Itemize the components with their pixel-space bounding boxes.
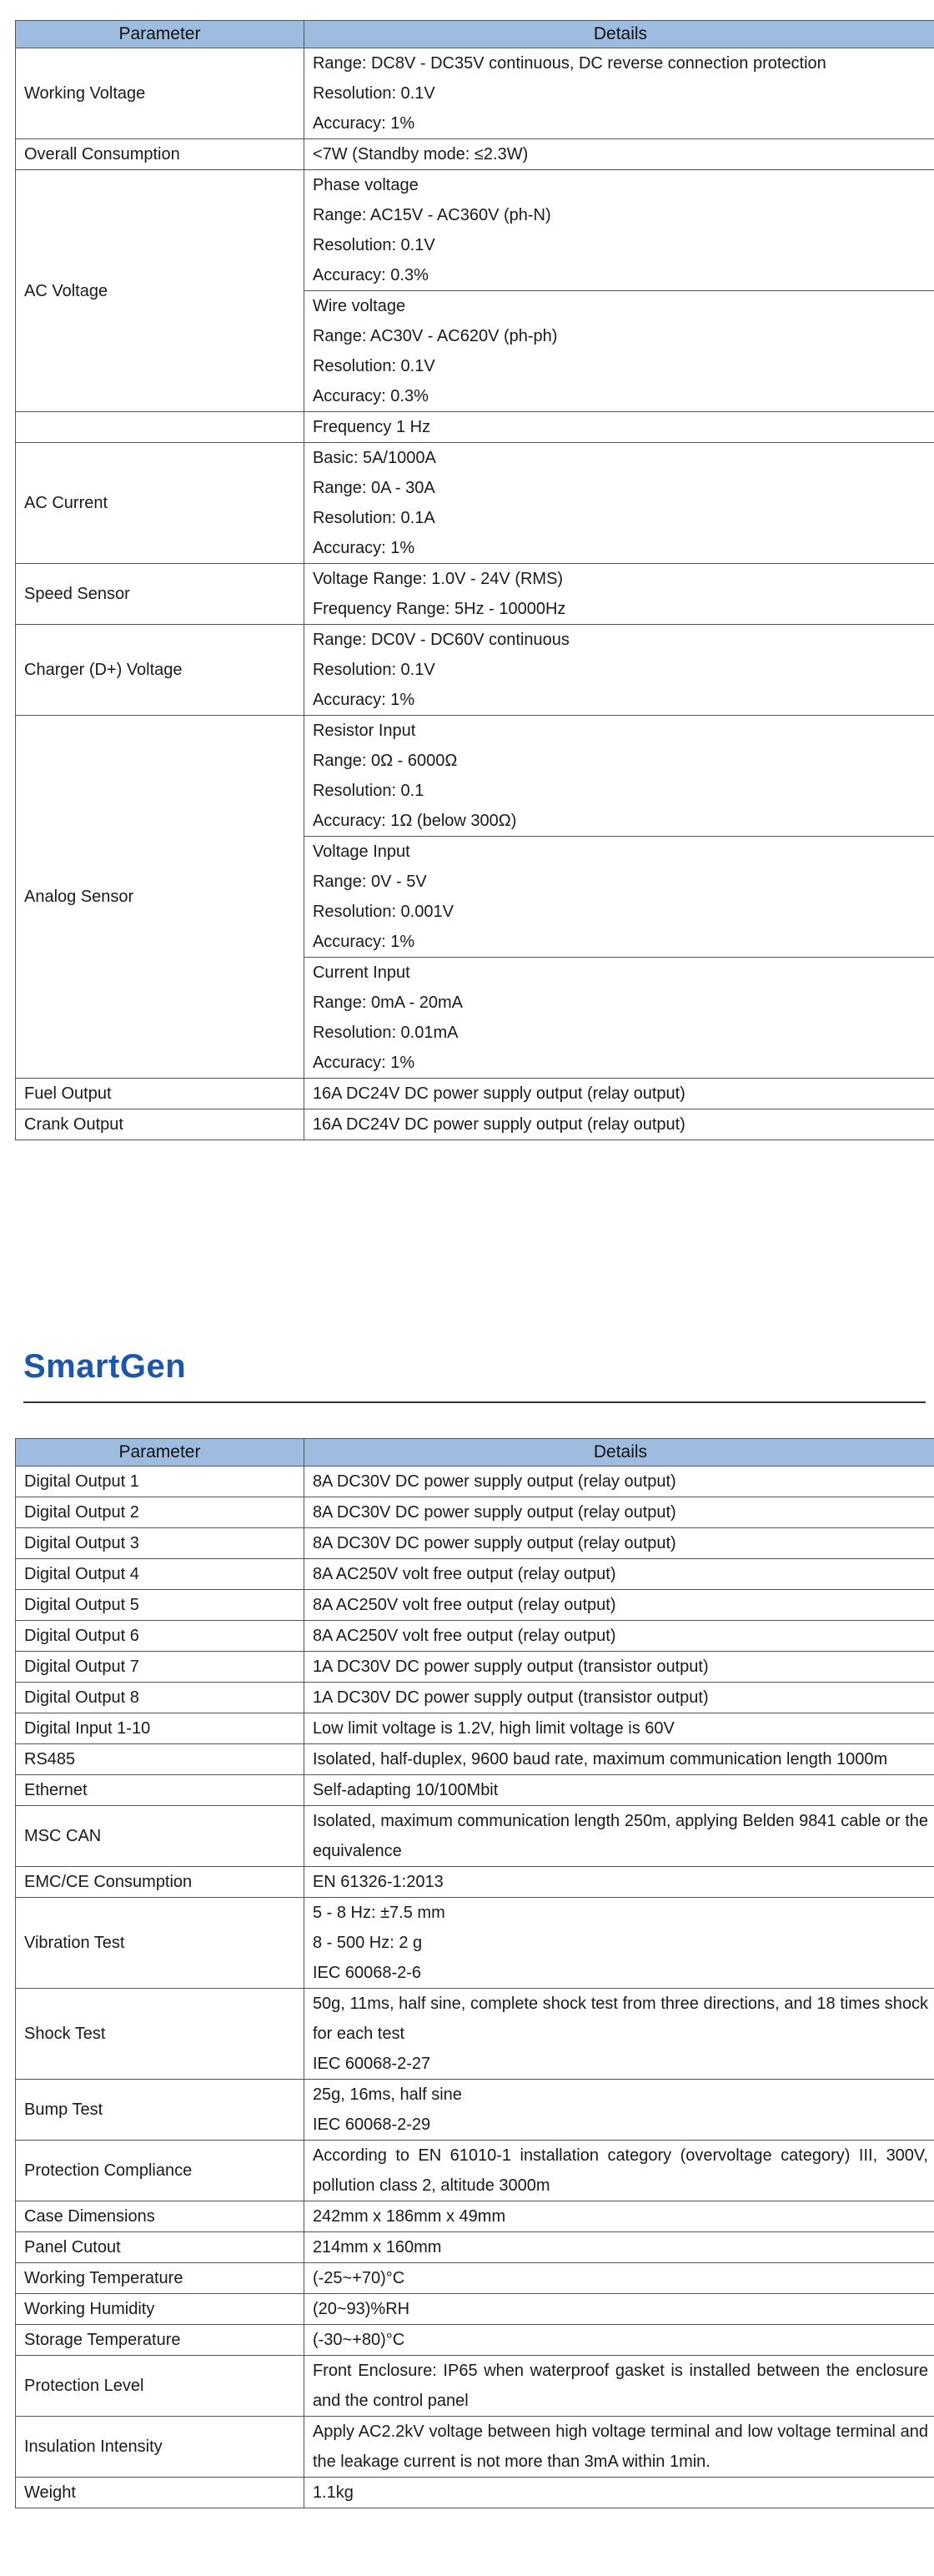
table-row [16,716,934,1079]
details-cell [304,1683,934,1713]
details-group [304,170,934,290]
details-line: IEC 60068-2-27 [312,2055,431,2073]
table-row [16,2232,934,2263]
details-group [304,48,934,138]
spec-table-1 [15,20,934,1140]
details-line: Accuracy: 0.3% [312,387,429,405]
details-cell [304,2294,934,2325]
details-line: Resolution: 0.01mA [312,1024,459,1042]
details-line: 16A DC24V DC power supply output (relay output) [312,1084,685,1103]
parameter-cell: RS485 [16,1744,304,1775]
table-row [16,2201,934,2232]
details-line: Range: AC15V - AC360V (ph-N) [312,206,551,224]
details-line: Resolution: 0.1V [312,84,435,103]
parameter-cell: Storage Temperature [16,2325,304,2356]
details-group [304,443,934,563]
table-row [16,1497,934,1528]
table-row [16,1652,934,1683]
details-line: Resolution: 0.1 [312,782,424,800]
parameter-cell: Overall Consumption [16,139,304,170]
details-line: Self-adapting 10/100Mbit [312,1781,499,1799]
details-line: Range: 0A - 30A [312,479,435,497]
details-cell [304,2417,934,2478]
parameter-cell: Charger (D+) Voltage [16,625,304,716]
table-row [16,412,934,443]
details-cell [304,412,934,443]
parameter-cell: Digital Output 5 [16,1590,304,1621]
table-row [16,1806,934,1867]
details-line: Resistor Input [312,722,416,740]
details-line: Frequency Range: 5Hz - 10000Hz [312,600,566,618]
details-cell [304,139,934,170]
details-line: IEC 60068-2-6 [312,1964,422,1982]
details-line: 5 - 8 Hz: ±7.5 mm [312,1904,445,1922]
brand-logo-text: SmartGen [23,1348,187,1385]
table-row [16,443,934,564]
details-cell [304,1806,934,1867]
details-line: Range: DC0V - DC60V continuous [312,631,570,649]
details-line: 25g, 16ms, half sine [312,2085,462,2104]
details-line: 1A DC30V DC power supply output (transistor output) [312,1688,709,1707]
details-cell [304,170,934,412]
table-row [16,1775,934,1806]
parameter-cell: MSC CAN [16,1806,304,1867]
table-row [16,1467,934,1497]
details-text: Front Enclosure: IP65 when waterproof gasket is installed between the enclosure and the control panel [312,2362,928,2410]
table-row [16,2263,934,2294]
parameter-cell: Digital Output 7 [16,1652,304,1683]
parameter-cell: Working Humidity [16,2294,304,2325]
table-row [16,1898,934,1989]
details-group [304,564,934,624]
table-row [16,2356,934,2417]
parameter-cell: Digital Output 3 [16,1528,304,1559]
parameter-cell: Vibration Test [16,1898,304,1989]
table-row [16,1079,934,1109]
details-cell [304,716,934,1079]
details-cell [304,1744,934,1775]
details-line: Resolution: 0.001V [312,903,454,921]
details-line: EN 61326-1:2013 [312,1873,444,1891]
parameter-cell: Ethernet [16,1775,304,1806]
table-row [16,1713,934,1744]
details-cell [304,1898,934,1989]
parameter-cell: Protection Compliance [16,2141,304,2201]
details-cell [304,1989,934,2080]
details-line: 214mm x 160mm [312,2238,442,2257]
parameter-cell: Digital Input 1-10 [16,1713,304,1744]
parameter-cell: Shock Test [16,1989,304,2080]
details-text: According to EN 61010-1 installation category (overvoltage category) III, 300V, pollution class 2, altitude 3000m [312,2146,928,2195]
details-group [304,412,934,442]
parameter-cell: Insulation Intensity [16,2417,304,2478]
table-row [16,564,934,625]
details-group [304,1109,934,1140]
header-details: Details [304,1439,934,1467]
table-row [16,1989,934,2080]
parameter-cell: Protection Level [16,2356,304,2417]
parameter-cell: Analog Sensor [16,716,304,1079]
details-line: Accuracy: 1% [312,539,415,557]
details-text: 50g, 11ms, half sine, complete shock test from three directions, and 18 times shock for each test [312,1995,928,2043]
details-line: (20~93)%RH [312,2300,410,2318]
details-cell [304,1497,934,1528]
header-details: Details [304,21,934,48]
parameter-cell: Panel Cutout [16,2232,304,2263]
table-row [16,2294,934,2325]
table-row [16,48,934,139]
details-cell [304,1528,934,1559]
details-line: Resolution: 0.1V [312,357,435,375]
details-cell [304,564,934,625]
header-divider [23,1401,926,1403]
details-cell [304,1713,934,1744]
details-line: Voltage Range: 1.0V - 24V (RMS) [312,570,564,588]
table-row [16,2478,934,2508]
details-cell [304,1652,934,1683]
table-row [16,1744,934,1775]
details-line: Accuracy: 1% [312,933,415,951]
table-row [16,1683,934,1713]
details-line: Resolution: 0.1A [312,509,435,527]
details-cell [304,1621,934,1652]
parameter-cell: Fuel Output [16,1079,304,1109]
parameter-cell: Crank Output [16,1109,304,1140]
details-line: Resolution: 0.1V [312,661,435,679]
parameter-cell: Weight [16,2478,304,2508]
parameter-cell: AC Voltage [16,170,304,412]
details-line: Range: AC30V - AC620V (ph-ph) [312,327,558,345]
details-cell [304,2232,934,2263]
details-line: 8A DC30V DC power supply output (relay output) [312,1534,676,1552]
details-line: Range: 0Ω - 6000Ω [312,752,458,770]
details-line: IEC 60068-2-29 [312,2116,431,2134]
parameter-cell: Digital Output 4 [16,1559,304,1590]
details-cell [304,625,934,716]
table-row [16,1621,934,1652]
details-line: 1.1kg [312,2483,354,2502]
details-line: Low limit voltage is 1.2V, high limit voltage is 60V [312,1719,675,1738]
table-row [16,2417,934,2478]
table-header-row [16,1439,934,1467]
table-row [16,625,934,716]
parameter-cell: Bump Test [16,2080,304,2141]
parameter-cell: Speed Sensor [16,564,304,625]
details-cell [304,2356,934,2417]
details-cell [304,2141,934,2201]
parameter-cell: EMC/CE Consumption [16,1867,304,1898]
details-text: Isolated, half-duplex, 9600 baud rate, maximum communication length 1000m [312,1750,888,1768]
parameter-cell: Digital Output 6 [16,1621,304,1652]
details-cell [304,1590,934,1621]
details-line: 8A AC250V volt free output (relay output) [312,1565,616,1583]
table-row [16,1109,934,1140]
table-row [16,1528,934,1559]
details-line: 8 - 500 Hz: 2 g [312,1934,423,1952]
details-line: 8A AC250V volt free output (relay output) [312,1596,616,1614]
details-line: 16A DC24V DC power supply output (relay output) [312,1115,685,1134]
details-cell [304,1467,934,1497]
parameter-cell: AC Current [16,443,304,564]
details-line: 242mm x 186mm x 49mm [312,2207,506,2226]
parameter-cell: Digital Output 1 [16,1467,304,1497]
details-line: Wire voltage [312,297,406,315]
parameter-cell [16,412,304,443]
details-group [304,716,934,836]
details-cell [304,1079,934,1109]
details-line: Accuracy: 1% [312,1054,415,1072]
details-line: 8A DC30V DC power supply output (relay output) [312,1503,676,1522]
table-row [16,139,934,170]
table-header-row [16,21,934,48]
details-line: Range: 0V - 5V [312,873,427,891]
details-cell [304,2201,934,2232]
parameter-cell: Digital Output 2 [16,1497,304,1528]
details-line: Range: 0mA - 20mA [312,994,464,1012]
parameter-cell: Working Voltage [16,48,304,139]
table-row [16,170,934,412]
details-text: Isolated, maximum communication length 250m, applying Belden 9841 cable or the equivalence [312,1812,928,1860]
details-line: <7W (Standby mode: ≤2.3W) [312,145,529,164]
table-row [16,1590,934,1621]
details-line: (-25~+70)°C [312,2269,405,2287]
details-cell [304,443,934,564]
header-parameter: Parameter [16,1439,304,1467]
details-cell [304,1559,934,1590]
parameter-cell: Case Dimensions [16,2201,304,2232]
details-cell [304,48,934,139]
details-group [304,836,934,957]
details-text: Apply AC2.2kV voltage between high voltage terminal and low voltage terminal and the leakage current is not more than 3mA within 1min. [312,2423,928,2471]
details-line: Voltage Input [312,843,410,861]
details-line: 8A AC250V volt free output (relay output) [312,1627,616,1645]
details-line: Accuracy: 0.3% [312,266,429,284]
details-line: (-30~+80)°C [312,2331,405,2349]
table-row [16,1559,934,1590]
details-cell [304,2325,934,2356]
details-cell [304,1867,934,1898]
table-row [16,2325,934,2356]
details-group [304,290,934,411]
details-cell [304,2080,934,2141]
details-line: 8A DC30V DC power supply output (relay output) [312,1472,676,1491]
details-line: Current Input [312,963,410,982]
spec-table-2 [15,1438,934,2508]
details-group [304,625,934,715]
details-line: Resolution: 0.1V [312,236,435,254]
details-cell [304,1775,934,1806]
table-row [16,2141,934,2201]
table-row [16,2080,934,2141]
table-row [16,1867,934,1898]
details-line: Accuracy: 1% [312,691,415,709]
details-cell [304,1109,934,1140]
details-line: Basic: 5A/1000A [312,449,436,467]
details-line: Accuracy: 1Ω (below 300Ω) [312,812,517,830]
details-group [304,139,934,169]
details-line: 1A DC30V DC power supply output (transistor output) [312,1658,709,1676]
details-line: Frequency 1 Hz [312,418,431,436]
details-cell [304,2478,934,2508]
details-line: Range: DC8V - DC35V continuous, DC reverse connection protection [312,54,826,73]
details-group [304,1079,934,1109]
details-cell [304,2263,934,2294]
details-line: Phase voltage [312,176,419,194]
details-line: Accuracy: 1% [312,114,415,133]
parameter-cell: Digital Output 8 [16,1683,304,1713]
details-group [304,957,934,1078]
parameter-cell: Working Temperature [16,2263,304,2294]
header-parameter: Parameter [16,21,304,48]
